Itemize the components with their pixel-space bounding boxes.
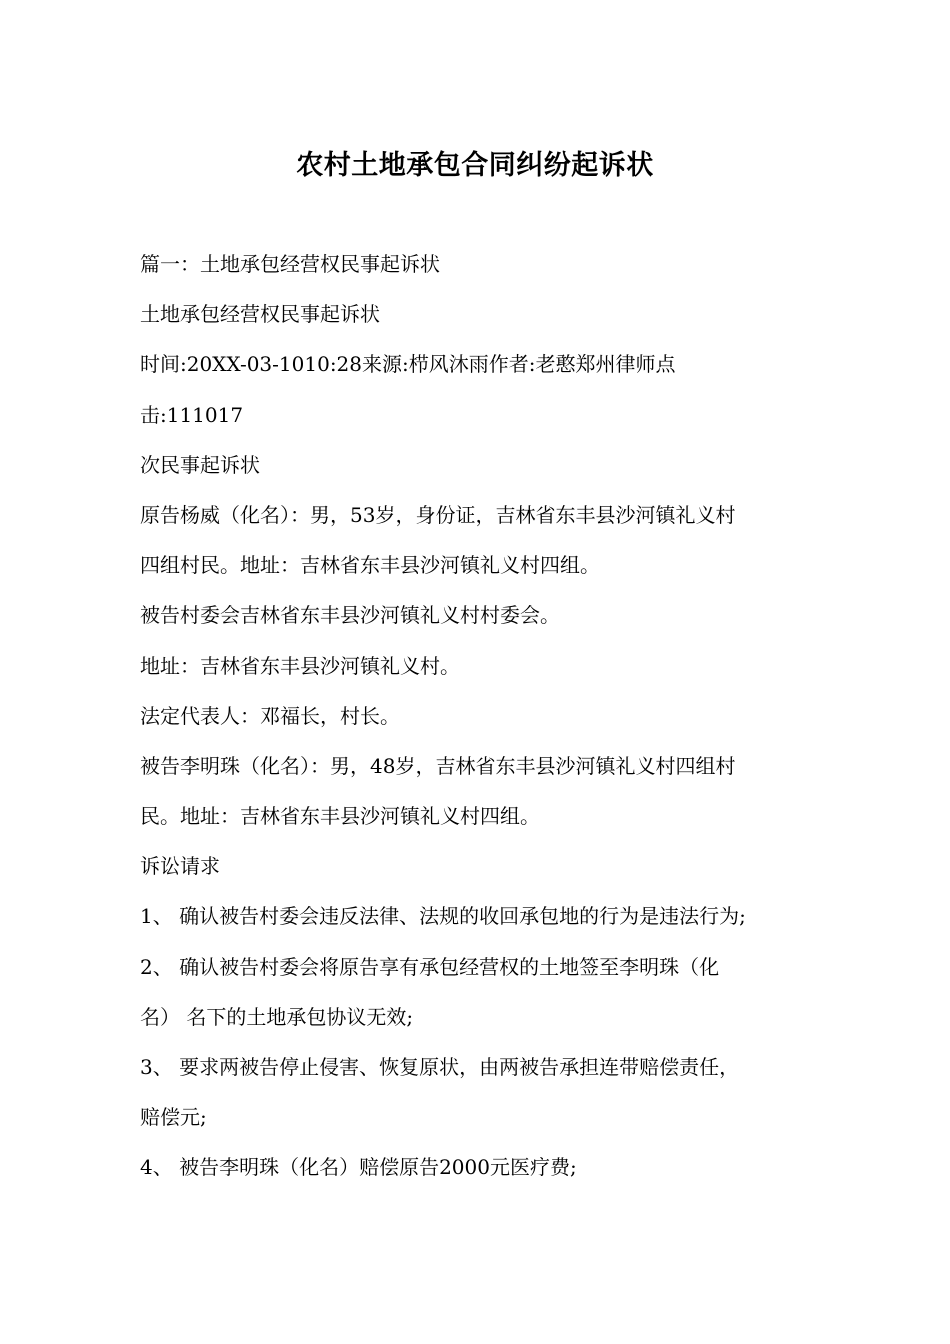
claim-item-3-continued: 赔偿元; <box>140 1105 207 1130</box>
claim-item-3: 3、 要求两被告停止侵害、恢复原状，由两被告承担连带赔偿责任， <box>140 1055 740 1079</box>
claim-item-4: 4、 被告李明珠（化名）赔偿原告2000元医疗费; <box>140 1155 577 1180</box>
document-body <box>140 242 820 1196</box>
document-title: 农村土地承包合同纠纷起诉状 <box>296 150 654 181</box>
claim-item-2-continued: 名） 名下的土地承包协议无效; <box>140 1004 414 1029</box>
defendant-committee-address: 地址：吉林省东丰县沙河镇礼义村。 <box>140 653 460 678</box>
complaint-heading: 次民事起诉状 <box>140 452 260 477</box>
claim-item-1: 1、 确认被告村委会违反法律、法规的收回承包地的行为是违法行为; <box>140 904 746 929</box>
claim-item-2: 2、 确认被告村委会将原告享有承包经营权的土地签至李明珠（化 <box>140 954 720 979</box>
legal-representative: 法定代表人：邓福长，村长。 <box>140 703 400 728</box>
section-heading: 篇一：土地承包经营权民事起诉状 <box>140 252 440 276</box>
defendant-committee: 被告村委会吉林省东丰县沙河镇礼义村村委会。 <box>140 603 560 628</box>
defendant-person: 被告李明珠（化名）：男，48岁，吉林省东丰县沙河镇礼义村四组村 <box>140 753 736 778</box>
claims-heading: 诉讼请求 <box>140 854 220 879</box>
meta-line: 时间:20XX-03-1010:28来源:栉风沐雨作者:老憨郑州律师点 <box>140 352 676 377</box>
plaintiff-address: 四组村民。地址：吉林省东丰县沙河镇礼义村四组。 <box>140 553 600 578</box>
meta-line-continued: 击:111017 <box>140 402 244 427</box>
defendant-person-address: 民。地址：吉林省东丰县沙河镇礼义村四组。 <box>140 804 540 829</box>
subtitle: 土地承包经营权民事起诉状 <box>140 302 380 327</box>
plaintiff-line: 原告杨威（化名）：男，53岁，身份证，吉林省东丰县沙河镇礼义村 <box>140 502 736 527</box>
